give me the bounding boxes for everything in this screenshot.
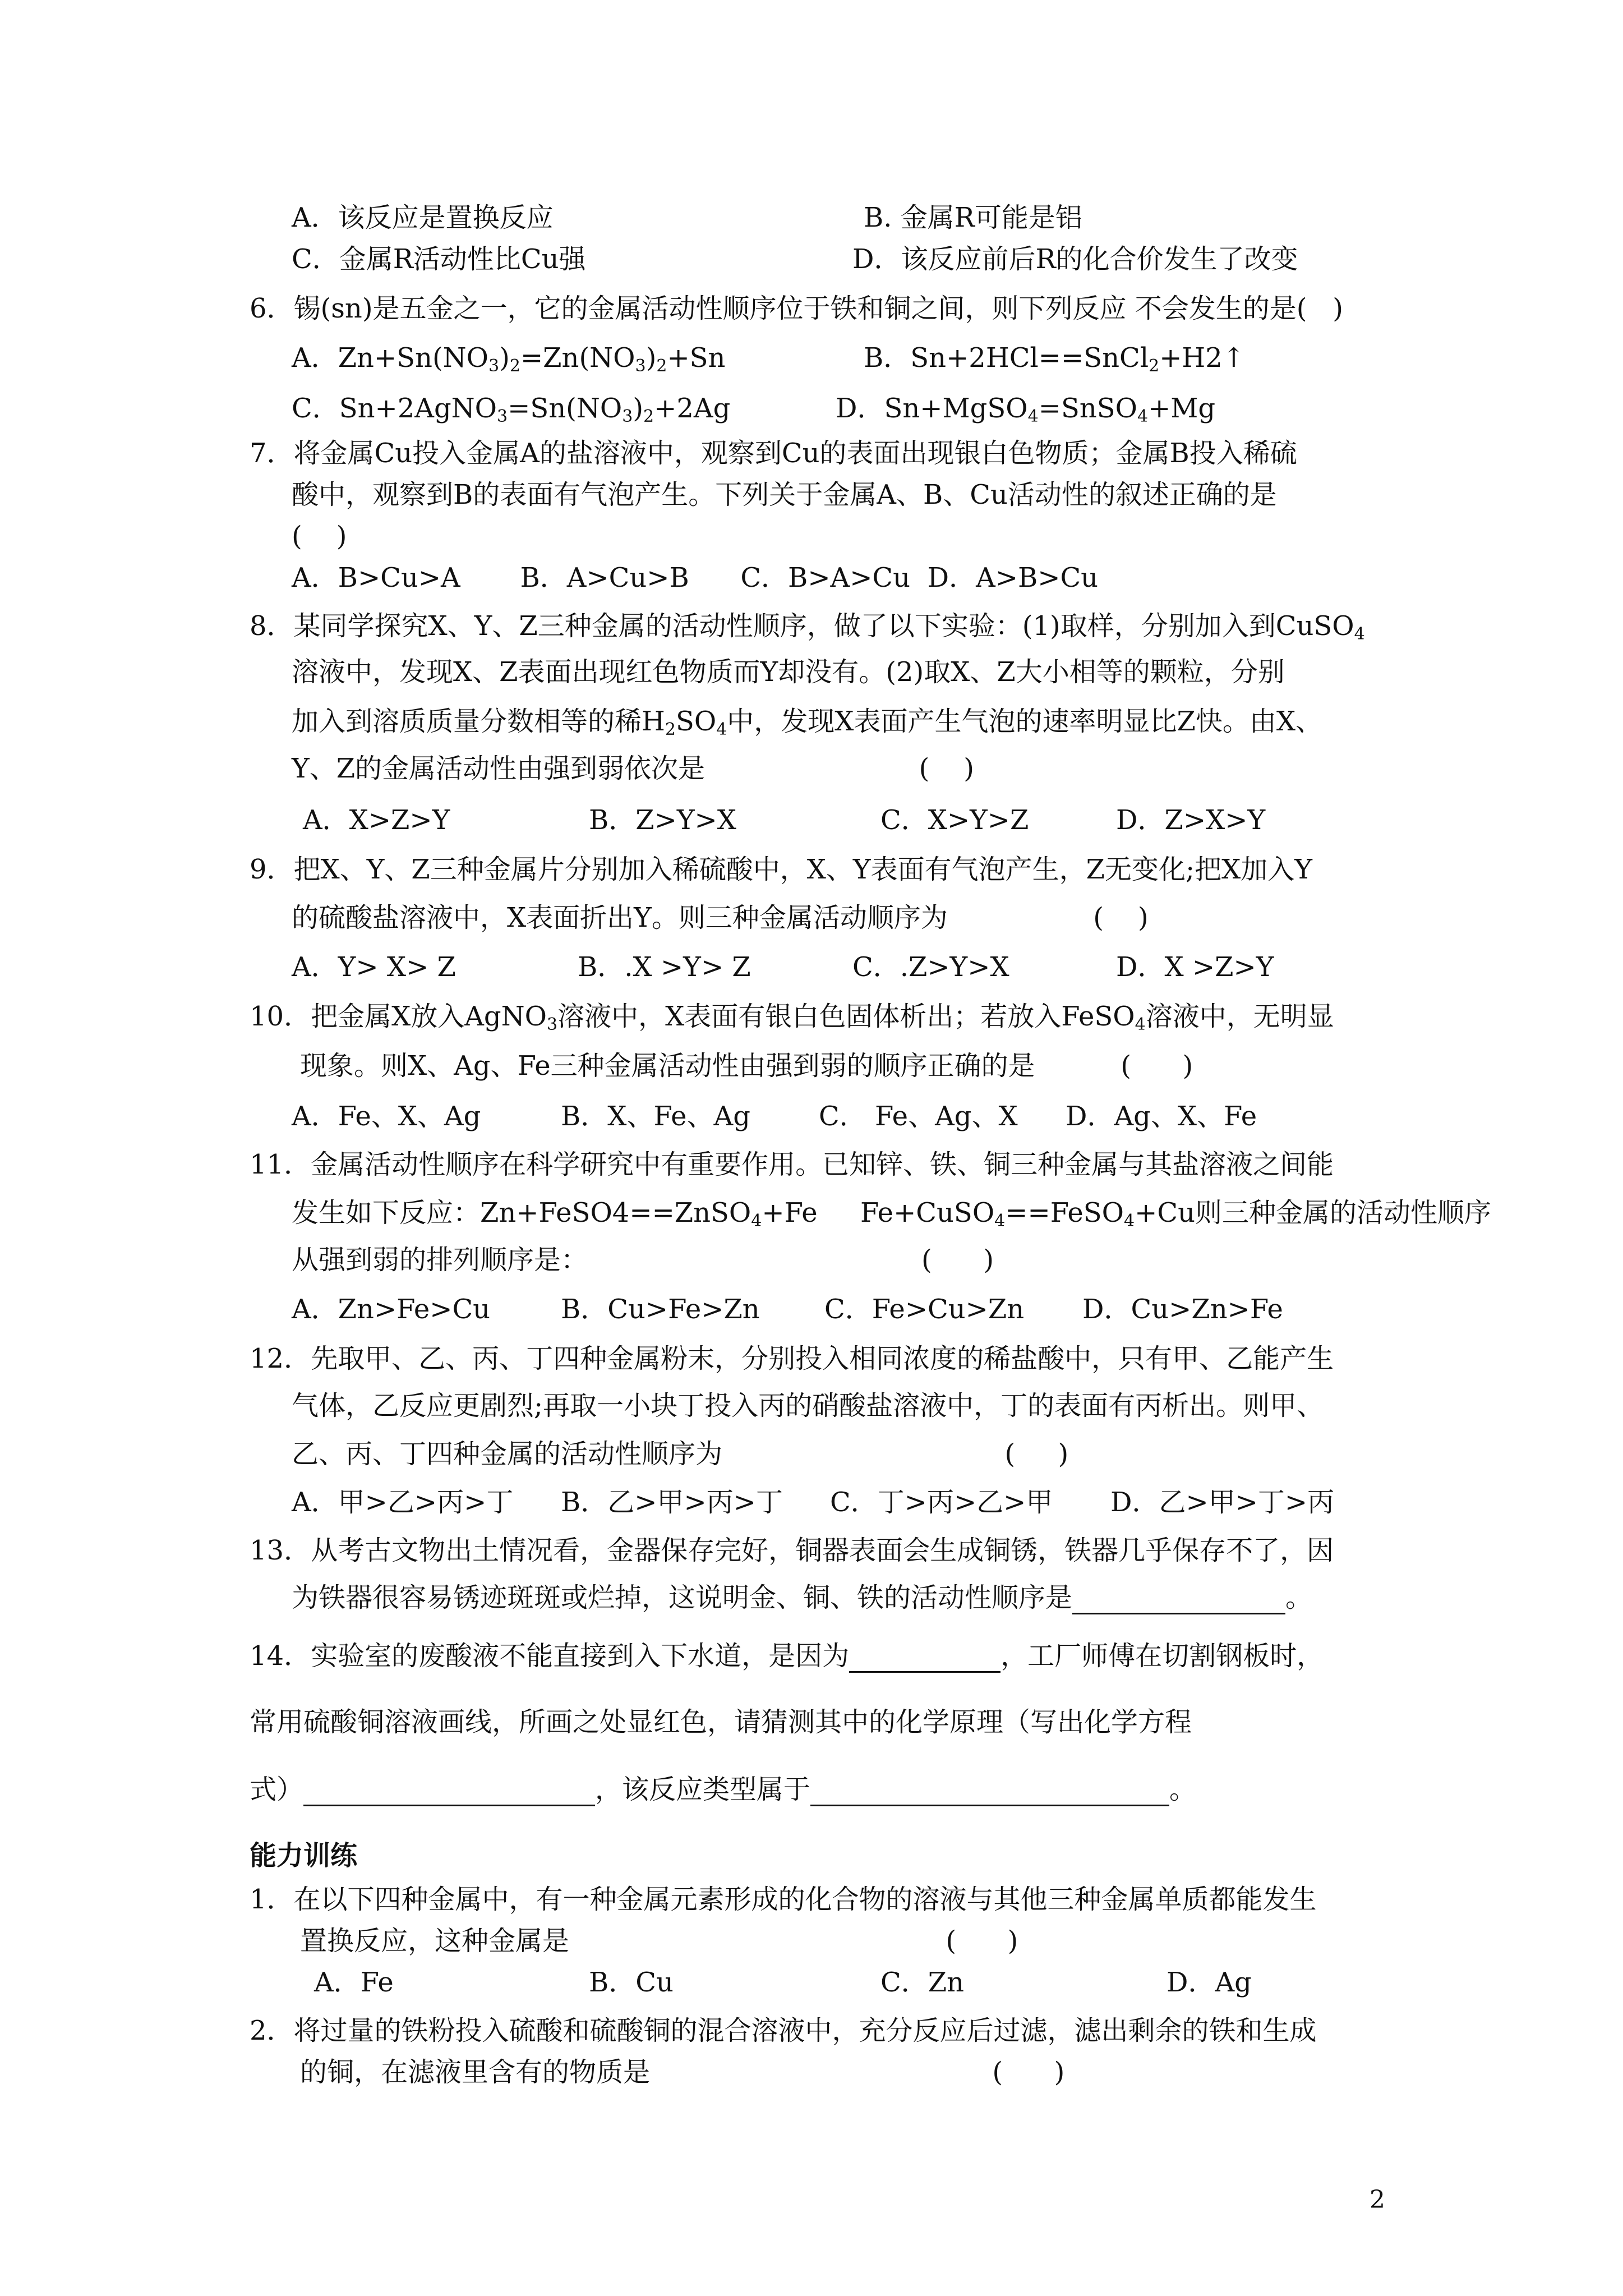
q14-line-1: 14．实验室的废酸液不能直接到入下水道，是因为 ，工厂师傅在切割钢板时， (250, 1640, 1324, 1672)
q7-line-1: 7．将金属Cu投入金属A的盐溶液中，观察到Cu的表面出现银白色物质；金属B投入稀硫 (250, 438, 1297, 469)
q12-option-b: B．乙>甲>丙>丁 (561, 1487, 783, 1518)
q14-reaction-type-blank[interactable] (810, 1775, 1169, 1806)
q9-option-b: B．.X >Y> Z (578, 951, 751, 983)
p1-line-2: 置换反应，这种金属是 ( ) (300, 1925, 1018, 1957)
q10-option-c: C． Fe、Ag、X (819, 1101, 1018, 1132)
p1-line-1: 1．在以下四种金属中，有一种金属元素形成的化合物的溶液与其他三种金属单质都能发生 (250, 1884, 1317, 1915)
section-title: 能力训练 (250, 1840, 358, 1871)
q8-line-1: 8．某同学探究X、Y、Z三种金属的活动性顺序，做了以下实验：(1)取样，分别加入到CuSO$_4$ (250, 610, 1365, 644)
q7-line-3: ( ) (292, 521, 347, 552)
q6-option-a: A．$Zn+Sn(NO_3)_2=Zn(NO_3)_2+Sn$ (292, 342, 726, 376)
p1-option-c: C．Zn (880, 1967, 964, 1998)
q12-option-a: A．甲>乙>丙>丁 (292, 1487, 514, 1518)
q11-option-d: D．Cu>Zn>Fe (1082, 1294, 1283, 1325)
q8-line-2: 溶液中，发现X、Z表面出现红色物质而Y却没有。(2)取X、Z大小相等的颗粒，分别 (292, 656, 1285, 688)
q6-option-c: C．$Sn+2AgNO_3=Sn(NO_3)_2+2Ag$ (292, 393, 731, 426)
q8-option-a: A．X>Z>Y (303, 804, 450, 836)
q12-option-c: C．丁>丙>乙>甲 (830, 1487, 1053, 1518)
q8-option-d: D．Z>X>Y (1116, 804, 1266, 836)
q13-line-2: 为铁器很容易锈迹斑斑或烂掉，这说明金、铜、铁的活动性顺序是 。 (292, 1582, 1313, 1613)
q5-option-d: D．该反应前后R的化合价发生了改变 (852, 243, 1298, 275)
q11-option-b: B．Cu>Fe>Zn (561, 1294, 760, 1325)
q5-option-a: A．该反应是置换反应 (292, 202, 554, 233)
q12-line-1: 12．先取甲、乙、丙、丁四种金属粉末，分别投入相同浓度的稀盐酸中，只有甲、乙能产生 (250, 1343, 1334, 1374)
q9-line-1: 9．把X、Y、Z三种金属片分别加入稀硫酸中，X、Y表面有气泡产生，Z无变化;把X加入Y (250, 854, 1312, 885)
q11-line-2: 发生如下反应：Zn+FeSO4==ZnSO$_4$+Fe Fe+CuSO$_4$==FeSO$_4$+Cu则三种金属的活动性顺序 (292, 1197, 1491, 1231)
q6-option-b: B．Sn+2HCl==SnCl$_2$+H2↑ (864, 342, 1246, 376)
q7-line-2: 酸中，观察到B的表面有气泡产生。下列关于金属A、B、Cu活动性的叙述正确的是 (292, 479, 1277, 510)
q11-line-3: 从强到弱的排列顺序是： ( ) (292, 1244, 994, 1276)
q10-line-2: 现象。则X、Ag、Fe三种金属活动性由强到弱的顺序正确的是 ( ) (300, 1050, 1193, 1082)
q10-line-1: 10．把金属X放入AgNO$_3$溶液中，X表面有银白色固体析出；若放入FeSO$_4$溶液中，无明显 (250, 1001, 1334, 1034)
q10-option-d: D．Ag、X、Fe (1066, 1101, 1257, 1132)
q8-line-3: 加入到溶质质量分数相等的稀$H_2SO_4$中，发现X表面产生气泡的速率明显比Z快。由X、 (292, 706, 1322, 739)
q12-line-3: 乙、丙、丁四种金属的活动性顺序为 ( ) (292, 1438, 1069, 1470)
q5-option-b: B. 金属R可能是铝 (864, 202, 1082, 233)
q13-answer-blank[interactable] (1072, 1584, 1285, 1614)
q9-option-a: A．Y> X> Z (292, 951, 456, 983)
p2-line-2: 的铜，在滤液里含有的物质是 ( ) (300, 2056, 1065, 2088)
p2-line-1: 2．将过量的铁粉投入硫酸和硫酸铜的混合溶液中，充分反应后过滤，滤出剩余的铁和生成 (250, 2015, 1317, 2046)
p1-option-a: A．Fe (314, 1967, 394, 1998)
q8-line-4: Y、Z的金属活动性由强到弱依次是 ( ) (292, 753, 974, 784)
p1-option-d: D．Ag (1166, 1967, 1252, 1998)
q10-option-a: A．Fe、X、Ag (292, 1101, 481, 1132)
p1-option-b: B．Cu (589, 1967, 674, 1998)
q11-option-a: A．Zn>Fe>Cu (292, 1294, 491, 1325)
q13-line-1: 13．从考古文物出土情况看，金器保存完好，铜器表面会生成铜锈，铁器几乎保存不了，因 (250, 1535, 1334, 1566)
q7-options: A．B>Cu>A B．A>Cu>B C．B>A>Cu D．A>B>Cu (292, 562, 1099, 593)
q5-option-c: C．金属R活动性比Cu强 (292, 243, 586, 275)
q8-option-c: C．X>Y>Z (880, 804, 1029, 836)
q6-option-d: D．Sn+MgSO$_4$=SnSO$_4$+Mg (836, 393, 1216, 426)
q6-stem: 6．锡(sn)是五金之一，它的金属活动性顺序位于铁和铜之间，则下列反应 不会发生的是( ) (250, 293, 1344, 324)
q11-line-1: 11．金属活动性顺序在科学研究中有重要作用。已知锌、铁、铜三种金属与其盐溶液之间能 (250, 1149, 1334, 1180)
q14-equation-blank[interactable] (303, 1775, 595, 1806)
page-number: 2 (1370, 2185, 1385, 2214)
q14-reason-blank[interactable] (849, 1642, 1000, 1673)
q9-option-c: C．.Z>Y>X (852, 951, 1009, 983)
q8-option-b: B．Z>Y>X (589, 804, 736, 836)
q14-line-3: 式） ，该反应类型属于 。 (250, 1774, 1197, 1805)
q9-option-d: D．X >Z>Y (1116, 951, 1274, 983)
q11-option-c: C．Fe>Cu>Zn (824, 1294, 1025, 1325)
q9-line-2: 的硫酸盐溶液中，X表面折出Y。则三种金属活动顺序为 ( ) (292, 902, 1149, 933)
q10-option-b: B．X、Fe、Ag (561, 1101, 750, 1132)
q14-line-2: 常用硫酸铜溶液画线，所画之处显红色，请猜测其中的化学原理（写出化学方程 (250, 1706, 1192, 1738)
q12-line-2: 气体，乙反应更剧烈;再取一小块丁投入丙的硝酸盐溶液中，丁的表面有丙析出。则甲、 (292, 1390, 1324, 1421)
q12-option-d: D．乙>甲>丁>丙 (1110, 1487, 1335, 1518)
